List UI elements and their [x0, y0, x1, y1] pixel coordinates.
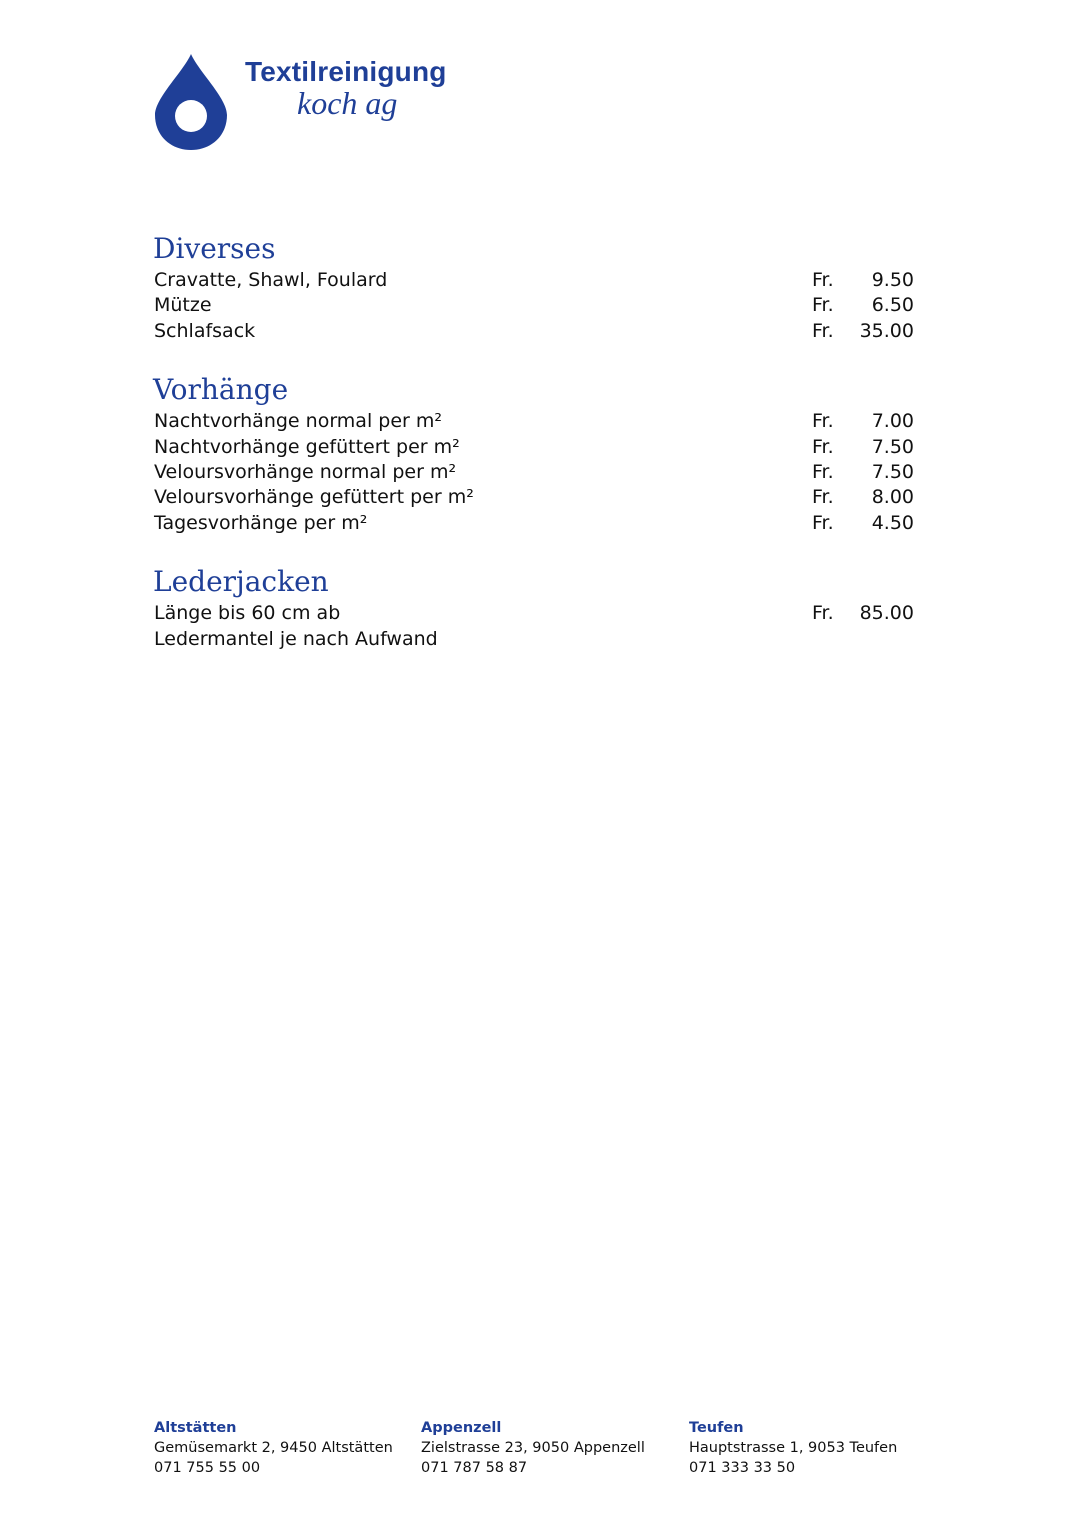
item-price: 4.50 [871, 511, 914, 534]
price-row [154, 627, 914, 652]
item-currency: Fr. [812, 319, 834, 342]
location-appenzell [421, 1418, 645, 1478]
company-logo [155, 52, 485, 162]
price-row [154, 435, 914, 460]
price-row [154, 293, 914, 318]
location-city: Teufen [689, 1420, 744, 1436]
item-price: 6.50 [871, 294, 914, 317]
section-lederjacken [154, 563, 914, 652]
location-altstaetten [154, 1418, 393, 1478]
item-currency: Fr. [812, 410, 834, 433]
price-row [154, 485, 914, 510]
item-name: Mütze [154, 294, 212, 317]
item-price: 85.00 [859, 602, 914, 625]
location-city: Altstätten [154, 1420, 237, 1436]
item-price: 7.50 [871, 435, 914, 458]
section-title: Vorhänge [153, 373, 289, 407]
item-name: Veloursvorhänge normal per m² [154, 460, 457, 483]
footer-locations [154, 1418, 954, 1488]
item-price: 7.00 [871, 410, 914, 433]
item-price: 7.50 [871, 460, 914, 483]
logo-line-2: koch ag [297, 85, 398, 121]
item-currency: Fr. [812, 294, 834, 317]
logo-wordmark [245, 56, 447, 121]
location-teufen [689, 1418, 897, 1478]
location-phone: 071 787 58 87 [421, 1460, 528, 1476]
location-city: Appenzell [421, 1420, 502, 1436]
price-row [154, 511, 914, 536]
location-phone: 071 755 55 00 [154, 1460, 261, 1476]
location-address: Hauptstrasse 1, 9053 Teufen [689, 1440, 898, 1456]
item-name: Nachtvorhänge gefüttert per m² [154, 435, 460, 458]
price-row [154, 460, 914, 485]
price-row [154, 268, 914, 293]
item-name: Nachtvorhänge normal per m² [154, 410, 442, 433]
item-price: 9.50 [871, 269, 914, 291]
item-price: 35.00 [859, 319, 914, 342]
price-list [154, 230, 914, 679]
price-row [154, 319, 914, 344]
item-currency: Fr. [812, 486, 834, 509]
item-currency: Fr. [812, 460, 834, 483]
item-name: Ledermantel je nach Aufwand [154, 627, 438, 650]
location-address: Gemüsemarkt 2, 9450 Altstätten [154, 1440, 393, 1456]
section-vorhaenge [154, 371, 914, 536]
item-name: Veloursvorhänge gefüttert per m² [154, 486, 474, 509]
logo-line-1: Textilreinigung [245, 56, 447, 87]
price-row [154, 409, 914, 434]
price-row [154, 601, 914, 626]
item-currency: Fr. [812, 435, 834, 458]
item-currency: Fr. [812, 602, 834, 625]
location-phone: 071 333 33 50 [689, 1460, 796, 1476]
item-name: Cravatte, Shawl, Foulard [154, 269, 388, 291]
item-currency: Fr. [812, 511, 834, 534]
item-price: 8.00 [871, 486, 914, 509]
location-address: Zielstrasse 23, 9050 Appenzell [421, 1440, 645, 1456]
section-title: Diverses [153, 232, 276, 265]
drop-icon [155, 52, 227, 152]
item-name: Länge bis 60 cm ab [154, 602, 341, 625]
item-name: Schlafsack [154, 319, 256, 342]
item-currency: Fr. [812, 269, 834, 291]
section-diverses [154, 230, 914, 344]
item-name: Tagesvorhänge per m² [154, 511, 368, 534]
section-title: Lederjacken [153, 565, 329, 599]
